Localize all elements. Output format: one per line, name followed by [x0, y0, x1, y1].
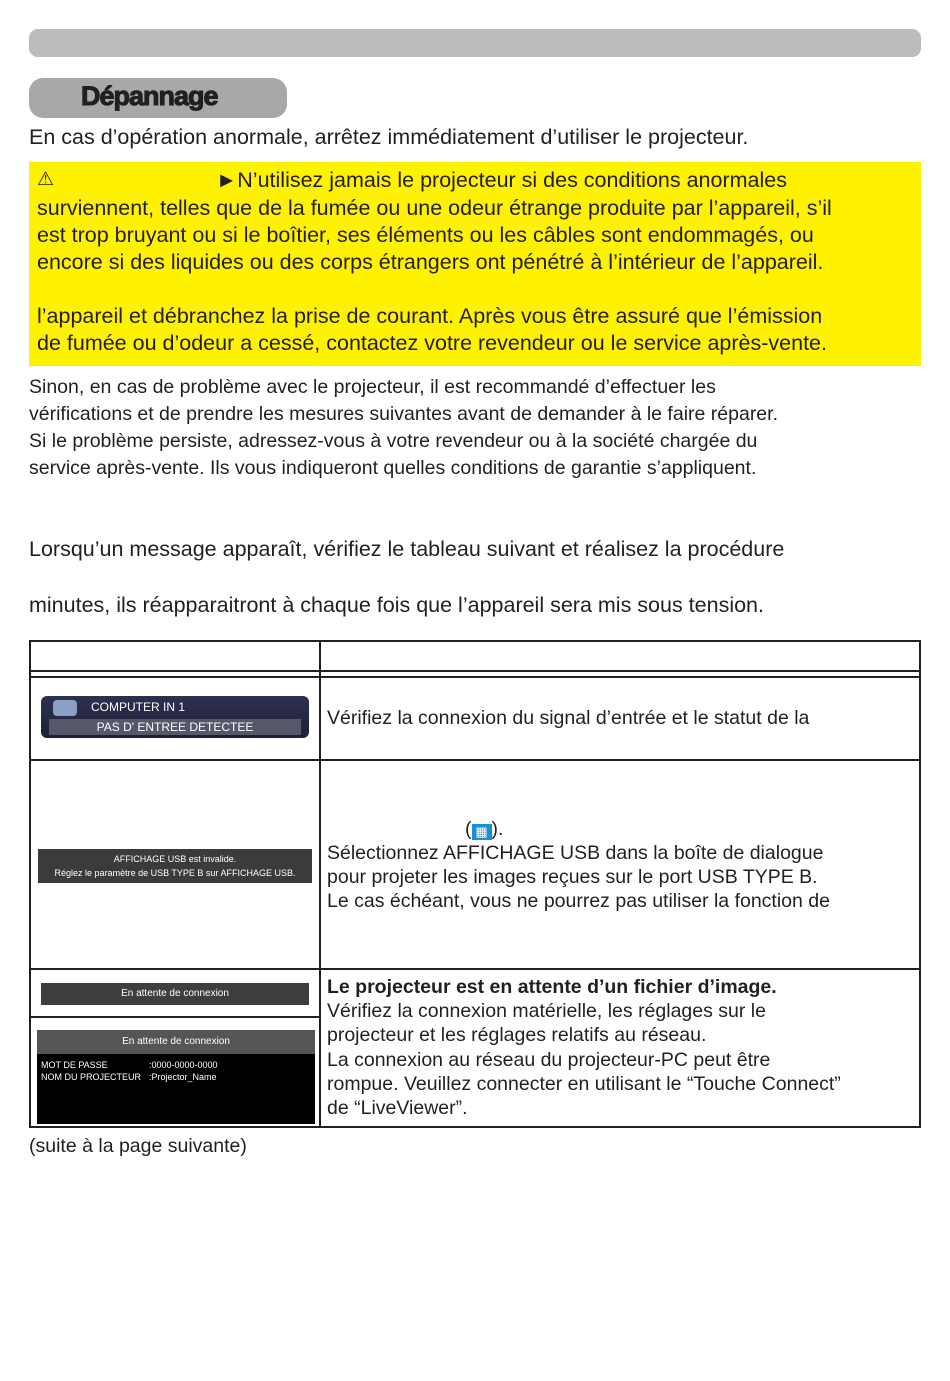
waiting-screen: En attente de connexion	[41, 983, 309, 1005]
continued-note: (suite à la page suivante)	[29, 1135, 247, 1157]
screen-name-label: NOM DU PROJECTEUR	[41, 1072, 142, 1082]
book-icon: ▦	[472, 824, 492, 840]
screen-line: AFFICHAGE USB est invalide.	[113, 854, 237, 864]
description-line: de “LiveViewer”.	[327, 1097, 468, 1119]
no-input-screen	[41, 696, 309, 738]
table-row	[30, 969, 920, 1127]
page-title: Dépannage	[81, 81, 218, 111]
paragraph-line: service après-vente. Ils vous indiqueront quelles conditions de garantie s’appliquent.	[29, 457, 757, 479]
waiting-sub-cell	[31, 970, 319, 1018]
screen-password-value: :0000-0000-0000	[149, 1060, 218, 1070]
warning-line: surviennent, telles que de la fumée ou une odeur étrange produite par l’appareil, s’il	[37, 196, 832, 220]
waiting-detail-screen	[37, 1030, 315, 1124]
screen-title: En attente de connexion	[37, 1030, 315, 1054]
header-bar	[29, 29, 921, 57]
warning-box	[29, 162, 921, 366]
description-heading: Le projecteur est en attente d’un fichier d’image.	[327, 976, 777, 998]
arrow-icon: ►	[216, 168, 238, 192]
description-cell	[320, 969, 920, 1127]
warning-line: est trop bruyant ou si le boîtier, ses éléments ou les câbles sont endommagés, ou	[37, 223, 814, 247]
table-header-row	[30, 641, 920, 671]
description-cell	[320, 677, 920, 760]
description-line: pour projeter les images reçues sur le port USB TYPE B.	[327, 866, 818, 888]
screen-title: COMPUTER IN 1	[91, 700, 186, 714]
screen-password-label: MOT DE PASSE	[41, 1060, 108, 1070]
description-line: Vérifiez la connexion matérielle, les réglages sur le	[327, 1000, 766, 1022]
table-row	[30, 760, 920, 969]
description-line: rompue. Veuillez connecter en utilisant le “Touche Connect”	[327, 1073, 841, 1095]
description-line: Le cas échéant, vous ne pourrez pas utiliser la fonction de	[327, 890, 830, 912]
message-cell	[30, 969, 320, 1127]
messages-table	[29, 640, 921, 1128]
description-line: La connexion au réseau du projecteur-PC peut être	[327, 1049, 771, 1071]
paragraph-line: Sinon, en cas de problème avec le projecteur, il est recommandé d’effectuer les	[29, 376, 716, 398]
advice-paragraph	[29, 374, 778, 482]
table-row	[30, 677, 920, 760]
warning-line: l’appareil et débranchez la prise de courant. Après vous être assuré que l’émission	[37, 304, 823, 328]
input-icon	[53, 700, 77, 716]
waiting-detail-sub-cell	[31, 1018, 319, 1128]
section-title-pill	[29, 78, 287, 118]
description-cell	[320, 760, 920, 969]
description-line: Sélectionnez AFFICHAGE USB dans la boîte de dialogue	[327, 842, 824, 864]
warning-line: de fumée ou d’odeur a cessé, contactez votre revendeur ou le service après-vente.	[37, 331, 827, 355]
screen-name-value: :Projector_Name	[149, 1072, 217, 1082]
message-cell	[30, 677, 320, 760]
message-cell	[30, 760, 320, 969]
warning-line: encore si des liquides ou des corps étrangers ont pénétré à l’intérieur de l’appareil.	[37, 250, 824, 274]
screen-message: PAS D' ENTREE DETECTEE	[49, 719, 301, 735]
description-text: Vérifiez la connexion du signal d’entrée et le statut de la	[327, 707, 810, 729]
header-cell	[30, 641, 320, 671]
message-line-1: Lorsqu’un message apparaît, vérifiez le tableau suivant et réalisez la procédure	[29, 537, 785, 561]
message-line-2: minutes, ils réapparaitront à chaque fois que l’appareil sera mis sous tension.	[29, 593, 764, 617]
screen-line: Réglez le paramètre de USB TYPE B sur AFFICHAGE USB.	[54, 868, 296, 878]
warning-first-line: ►N’utilisez jamais le projecteur si des conditions anormales	[216, 168, 787, 192]
paragraph-line: vérifications et de prendre les mesures suivantes avant de demander à le faire réparer.	[29, 403, 778, 425]
usb-display-screen	[38, 849, 312, 883]
warning-icon: ⚠	[37, 169, 55, 190]
header-cell	[320, 641, 920, 671]
paragraph-line: Si le problème persiste, adressez-vous à votre revendeur ou à la société chargée du	[29, 430, 758, 452]
description-line: projecteur et les réglages relatifs au réseau.	[327, 1024, 707, 1046]
intro-text: En cas d’opération anormale, arrêtez immédiatement d’utiliser le projecteur.	[29, 125, 749, 149]
page-reference: ( ▦ ).	[465, 818, 504, 840]
